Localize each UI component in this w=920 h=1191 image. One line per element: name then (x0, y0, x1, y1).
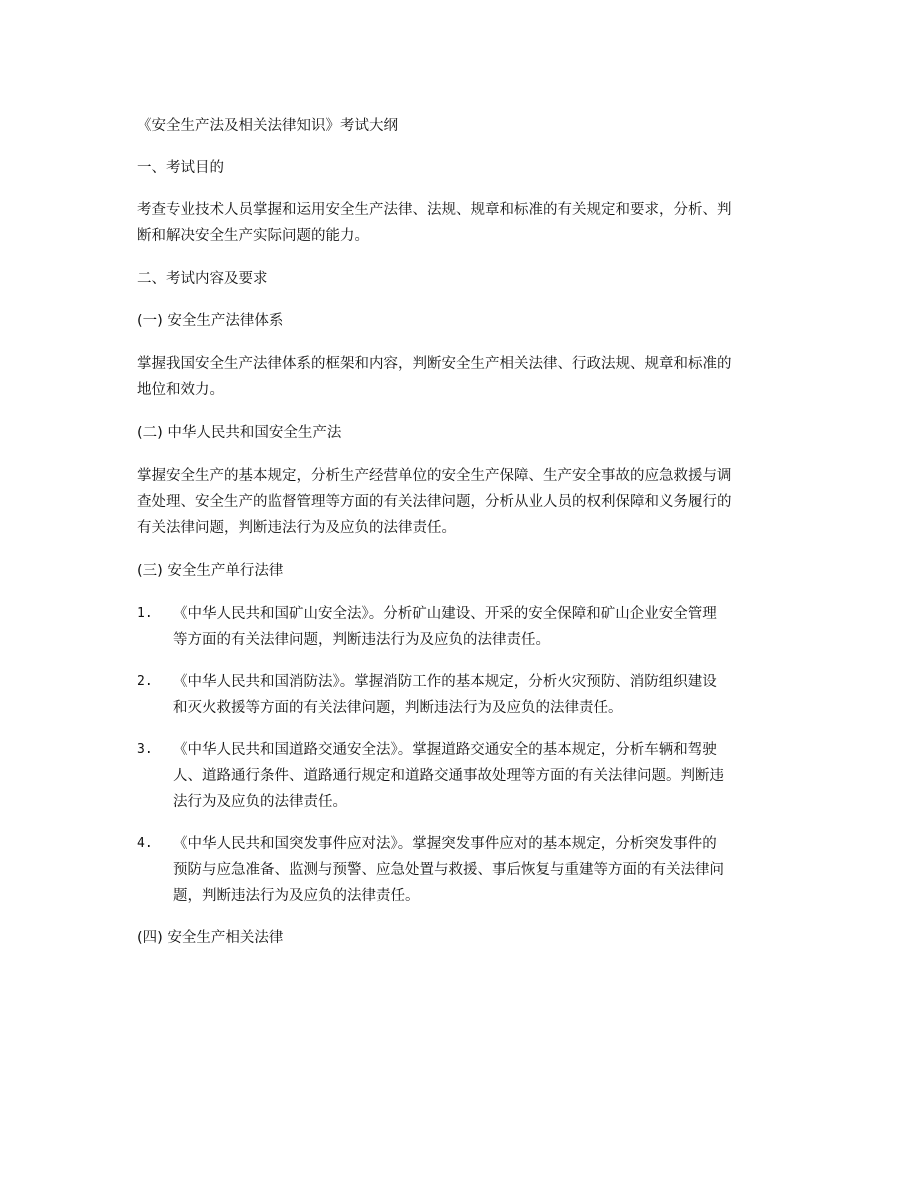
subsection-heading-single-laws: (三) 安全生产单行法律 (137, 563, 284, 579)
list-item-number: 4. (137, 836, 153, 851)
safety-law-paragraph (137, 463, 787, 541)
list-item-line: 《中华人民共和国道路交通安全法》。掌握道路交通安全的基本规定，分析车辆和驾驶 (173, 742, 717, 758)
section-heading-exam-purpose: 一、考试目的 (137, 160, 224, 176)
subsection-heading-safety-law: (二) 中华人民共和国安全生产法 (137, 425, 342, 441)
list-item (137, 601, 787, 653)
document-title: 《安全生产法及相关法律知识》考试大纲 (137, 118, 398, 134)
list-item-line: 预防与应急准备、监测与预警、应急处置与救援、事后恢复与重建等方面的有关法律问 (173, 862, 724, 878)
list-item (137, 669, 787, 721)
list-item-text (173, 601, 787, 653)
list-item-line: 题，判断违法行为及应负的法律责任。 (173, 888, 420, 904)
paragraph-line: 断和解决安全生产实际问题的能力。 (137, 228, 369, 244)
list-item-line: 《中华人民共和国突发事件应对法》。掌握突发事件应对的基本规定，分析突发事件的 (173, 836, 717, 852)
paragraph-line: 地位和效力。 (137, 382, 224, 398)
list-item-line: 等方面的有关法律问题，判断违法行为及应负的法律责任。 (173, 632, 550, 648)
list-item-line: 《中华人民共和国矿山安全法》。分析矿山建设、开采的安全保障和矿山企业安全管理 (173, 606, 717, 622)
paragraph-line: 考查专业技术人员掌握和运用安全生产法律、法规、规章和标准的有关规定和要求，分析、判 (137, 202, 732, 218)
list-item-text (173, 831, 787, 909)
list-item-text (173, 669, 787, 721)
paragraph-line: 掌握安全生产的基本规定，分析生产经营单位的安全生产保障、生产安全事故的应急救援与调 (137, 468, 732, 484)
list-item-number: 1. (137, 606, 153, 621)
list-item-line: 《中华人民共和国消防法》。掌握消防工作的基本规定，分析火灾预防、消防组织建设 (173, 674, 717, 690)
exam-purpose-paragraph (137, 197, 787, 249)
subsection-heading-related-laws: (四) 安全生产相关法律 (137, 930, 284, 946)
list-item-line: 人、道路通行条件、道路通行规定和道路交通事故处理等方面的有关法律问题。判断违 (173, 768, 724, 784)
paragraph-line: 查处理、安全生产的监督管理等方面的有关法律问题，分析从业人员的权利保障和义务履行的 (137, 494, 732, 510)
list-item-text (173, 737, 787, 815)
list-item (137, 831, 787, 909)
legal-system-paragraph (137, 351, 787, 403)
list-item-number: 3. (137, 742, 153, 757)
list-item-line: 和灭火救援等方面的有关法律问题，判断违法行为及应负的法律责任。 (173, 700, 623, 716)
subsection-heading-legal-system: (一) 安全生产法律体系 (137, 313, 284, 329)
list-item-number: 2. (137, 674, 153, 689)
document-body (137, 113, 787, 968)
list-item (137, 737, 787, 815)
list-item-line: 法行为及应负的法律责任。 (173, 794, 347, 810)
paragraph-line: 有关法律问题，判断违法行为及应负的法律责任。 (137, 520, 456, 536)
section-heading-exam-content: 二、考试内容及要求 (137, 271, 268, 287)
paragraph-line: 掌握我国安全生产法律体系的框架和内容，判断安全生产相关法律、行政法规、规章和标准的 (137, 356, 732, 372)
